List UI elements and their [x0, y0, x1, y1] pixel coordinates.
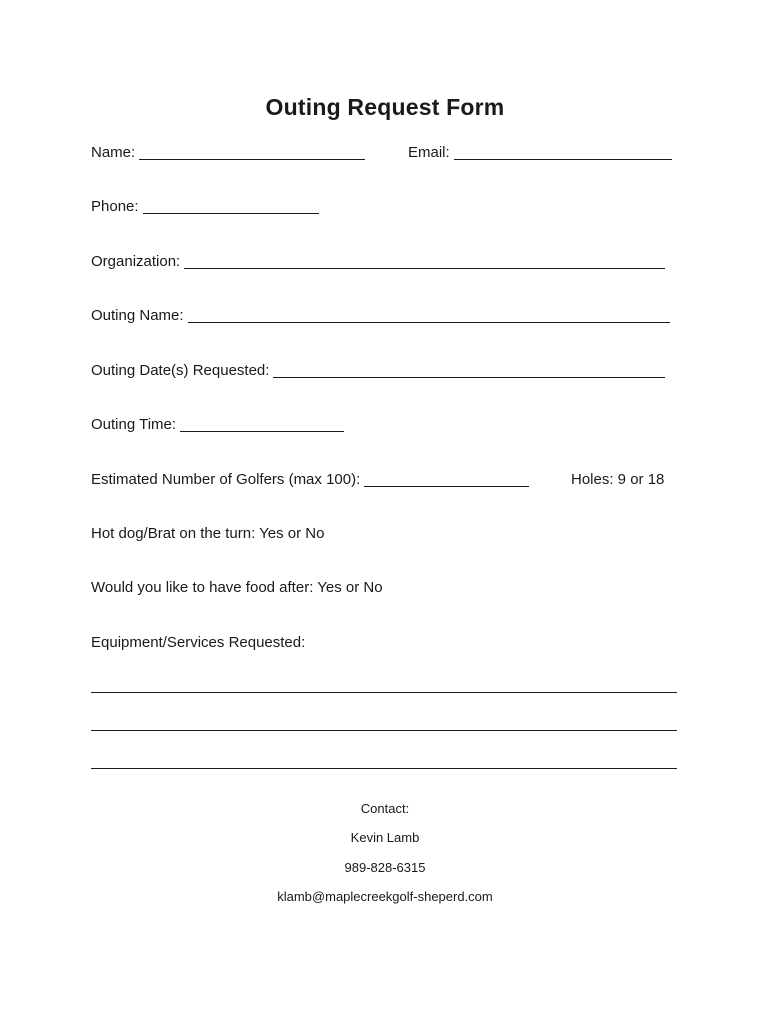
- holes-label: Holes: 9 or 18: [571, 471, 665, 488]
- email-label: Email:: [408, 144, 450, 161]
- golfers-blank[interactable]: [364, 470, 529, 487]
- outing-dates-blank[interactable]: [273, 361, 665, 378]
- organization-blank[interactable]: [184, 252, 665, 269]
- outing-time-label: Outing Time:: [91, 416, 177, 433]
- outing-time-field-row: [91, 413, 344, 435]
- golfers-field-row: [91, 468, 529, 490]
- golfers-label: Estimated Number of Golfers (max 100):: [91, 471, 361, 488]
- outing-dates-label: Outing Date(s) Requested:: [91, 362, 270, 379]
- name-label: Name:: [91, 144, 136, 161]
- equipment-label: Equipment/Services Requested:: [91, 634, 306, 651]
- name-field-row: [91, 141, 365, 163]
- contact-heading: Contact:: [360, 801, 410, 816]
- food-after-label: Would you like to have food after: Yes or No: [91, 579, 383, 596]
- contact-name: Kevin Lamb: [350, 830, 420, 845]
- outing-name-blank[interactable]: [188, 306, 670, 323]
- contact-email: klamb@maplecreekgolf-sheperd.com: [277, 889, 493, 904]
- hotdog-label: Hot dog/Brat on the turn: Yes or No: [91, 525, 325, 542]
- organization-label: Organization:: [91, 253, 181, 270]
- email-field-row: [408, 141, 672, 163]
- email-blank[interactable]: [454, 143, 672, 160]
- outing-name-field-row: [91, 304, 670, 326]
- name-blank[interactable]: [139, 143, 365, 160]
- phone-field-row: [91, 195, 319, 217]
- equipment-blank-line-1[interactable]: [91, 692, 677, 693]
- organization-field-row: [91, 250, 665, 272]
- phone-blank[interactable]: [143, 197, 319, 214]
- outing-dates-field-row: [91, 359, 665, 381]
- outing-time-blank[interactable]: [180, 415, 344, 432]
- contact-phone: 989-828-6315: [344, 860, 426, 875]
- equipment-blank-line-3[interactable]: [91, 768, 677, 769]
- page-title: Outing Request Form: [265, 94, 505, 120]
- equipment-blank-line-2[interactable]: [91, 730, 677, 731]
- phone-label: Phone:: [91, 198, 139, 215]
- outing-name-label: Outing Name:: [91, 307, 184, 324]
